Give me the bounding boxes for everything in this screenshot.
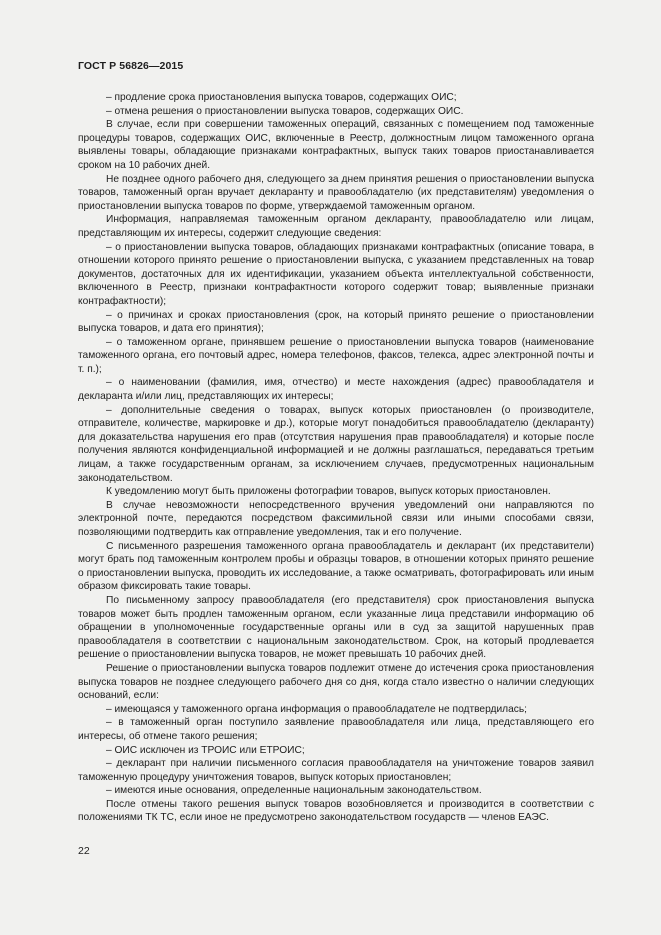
paragraph: – имеющаяся у таможенного органа информация о правообладателе не подтвердилась; xyxy=(106,703,527,715)
paragraph: В случае, если при совершении таможенных операций, связанных с помещением под таможенные процедуры товаров, содержащих ОИС, включенные в Реестр, должностным лицом таможенного органа выявлены товары, обладающие признаками контрафактных, выпуск таких товаров приостанавливается сроком на 10 рабочих дней. xyxy=(78,119,594,171)
paragraph: – о приостановлении выпуска товаров, обладающих признаками контрафактных (описание товара, в отношении которого принято решение о приостановлении выпуска, с указанием представленных на товар документов, достаточных для их идентификации, указанием объекта интеллектуальной собственности, включенного в Реестр, признаки контрафактности которого содержит товар; выявленные признаки контрафактности); xyxy=(78,241,594,307)
paragraph: – отмена решения о приостановлении выпуска товаров, содержащих ОИС. xyxy=(106,105,464,117)
paragraph: – в таможенный орган поступило заявление правообладателя или лица, представляющего его интересы, об отмене такого решения; xyxy=(78,717,594,742)
paragraph: В случае невозможности непосредственного вручения уведомлений они направляются по электронной почте, передаются посредством факсимильной связи или иными способами связи, позволяющими подтвердить как отправление уведомления, так и его получение. xyxy=(78,499,594,538)
paragraph: С письменного разрешения таможенного органа правообладатель и декларант (их представители) могут брать под таможенным контролем пробы и образцы товаров, в отношении которых принято решение о приостановлении выпуска, проводить их исследование, а также осматривать, фотографировать или иным образом фиксировать такие товары. xyxy=(78,540,594,593)
paragraph: – декларант при наличии письменного согласия правообладателя на уничтожение товаров заявил таможенную процедуру уничтожения товаров, выпуск которых приостановлен; xyxy=(78,758,594,783)
paragraph: – о таможенном органе, принявшем решение о приостановлении выпуска товаров (наименование таможенного органа, его почтовый адрес, номера телефонов, факсов, телекса, адрес электронной почты и т. п.); xyxy=(78,336,594,375)
paragraph: – о наименовании (фамилия, имя, отчество) и месте нахождения (адрес) правообладателя и декларанта и/или лиц, представляющих их интересы; xyxy=(78,377,594,403)
paragraph: – о причинах и сроках приостановления (срок, на который принято решение о приостановлении выпуска товаров, и дата его принятия); xyxy=(78,309,594,335)
document-body xyxy=(78,91,594,825)
page-number: 22 xyxy=(78,845,90,857)
paragraph: По письменному запросу правообладателя (его представителя) срок приостановления выпуска товаров может быть продлен таможенным органом, если указанные лица представили информацию об обращении в уполномоченные государственные органы или в суд за защитой нарушенных прав правообладателя в соответствии с национальным законодательством. Срок, на который продлевается решение о приостановлении выпуска товаров, не может превышать 10 рабочих дней. xyxy=(78,594,594,661)
paragraph: К уведомлению могут быть приложены фотографии товаров, выпуск которых приостановлен. xyxy=(106,486,551,498)
paragraph: Информация, направляемая таможенным органом декларанту, правообладателю или лицам, представляющим их интересы, содержит следующие сведения: xyxy=(78,214,594,239)
paragraph: – имеются иные основания, определенные национальным законодательством. xyxy=(106,785,482,797)
paragraph: – продление срока приостановления выпуска товаров, содержащих ОИС; xyxy=(106,92,457,103)
paragraph: После отмены такого решения выпуск товаров возобновляется и производится в соответствии с положениями ТК ТС, если иное не предусмотрено законодательством государств — членов ЕАЭС. xyxy=(78,798,594,824)
paragraph: – ОИС исключен из ТРОИС или ЕТРОИС; xyxy=(106,744,305,756)
paragraph: Решение о приостановлении выпуска товаров подлежит отмене до истечения срока приостановления выпуска товаров не позднее следующего рабочего дня со дня, когда стало известно о наличии следующих оснований, если: xyxy=(78,662,594,702)
paragraph: – дополнительные сведения о товарах, выпуск которых приостановлен (о производителе, отправителе, количестве, маркировке и др.), которые могут понадобиться правообладателю (декларанту) для доказательства нарушения его прав (отсутствия нарушения прав правообладателя) и которые после получения являются конфиденциальной информацией и не должны разглашаться, передаваться третьим лицам, а также государственным органам, за исключением случаев, предусмотренных национальным законодательством. xyxy=(78,404,594,484)
paragraph: Не позднее одного рабочего дня, следующего за днем принятия решения о приостановлении выпуска товаров, таможенный орган вручает декларанту и правообладателю (их представителям) уведомления о приостановлении выпуска товаров по форме, утверждаемой таможенным органом. xyxy=(78,173,594,212)
standard-code-header: ГОСТ Р 56826—2015 xyxy=(78,60,184,72)
